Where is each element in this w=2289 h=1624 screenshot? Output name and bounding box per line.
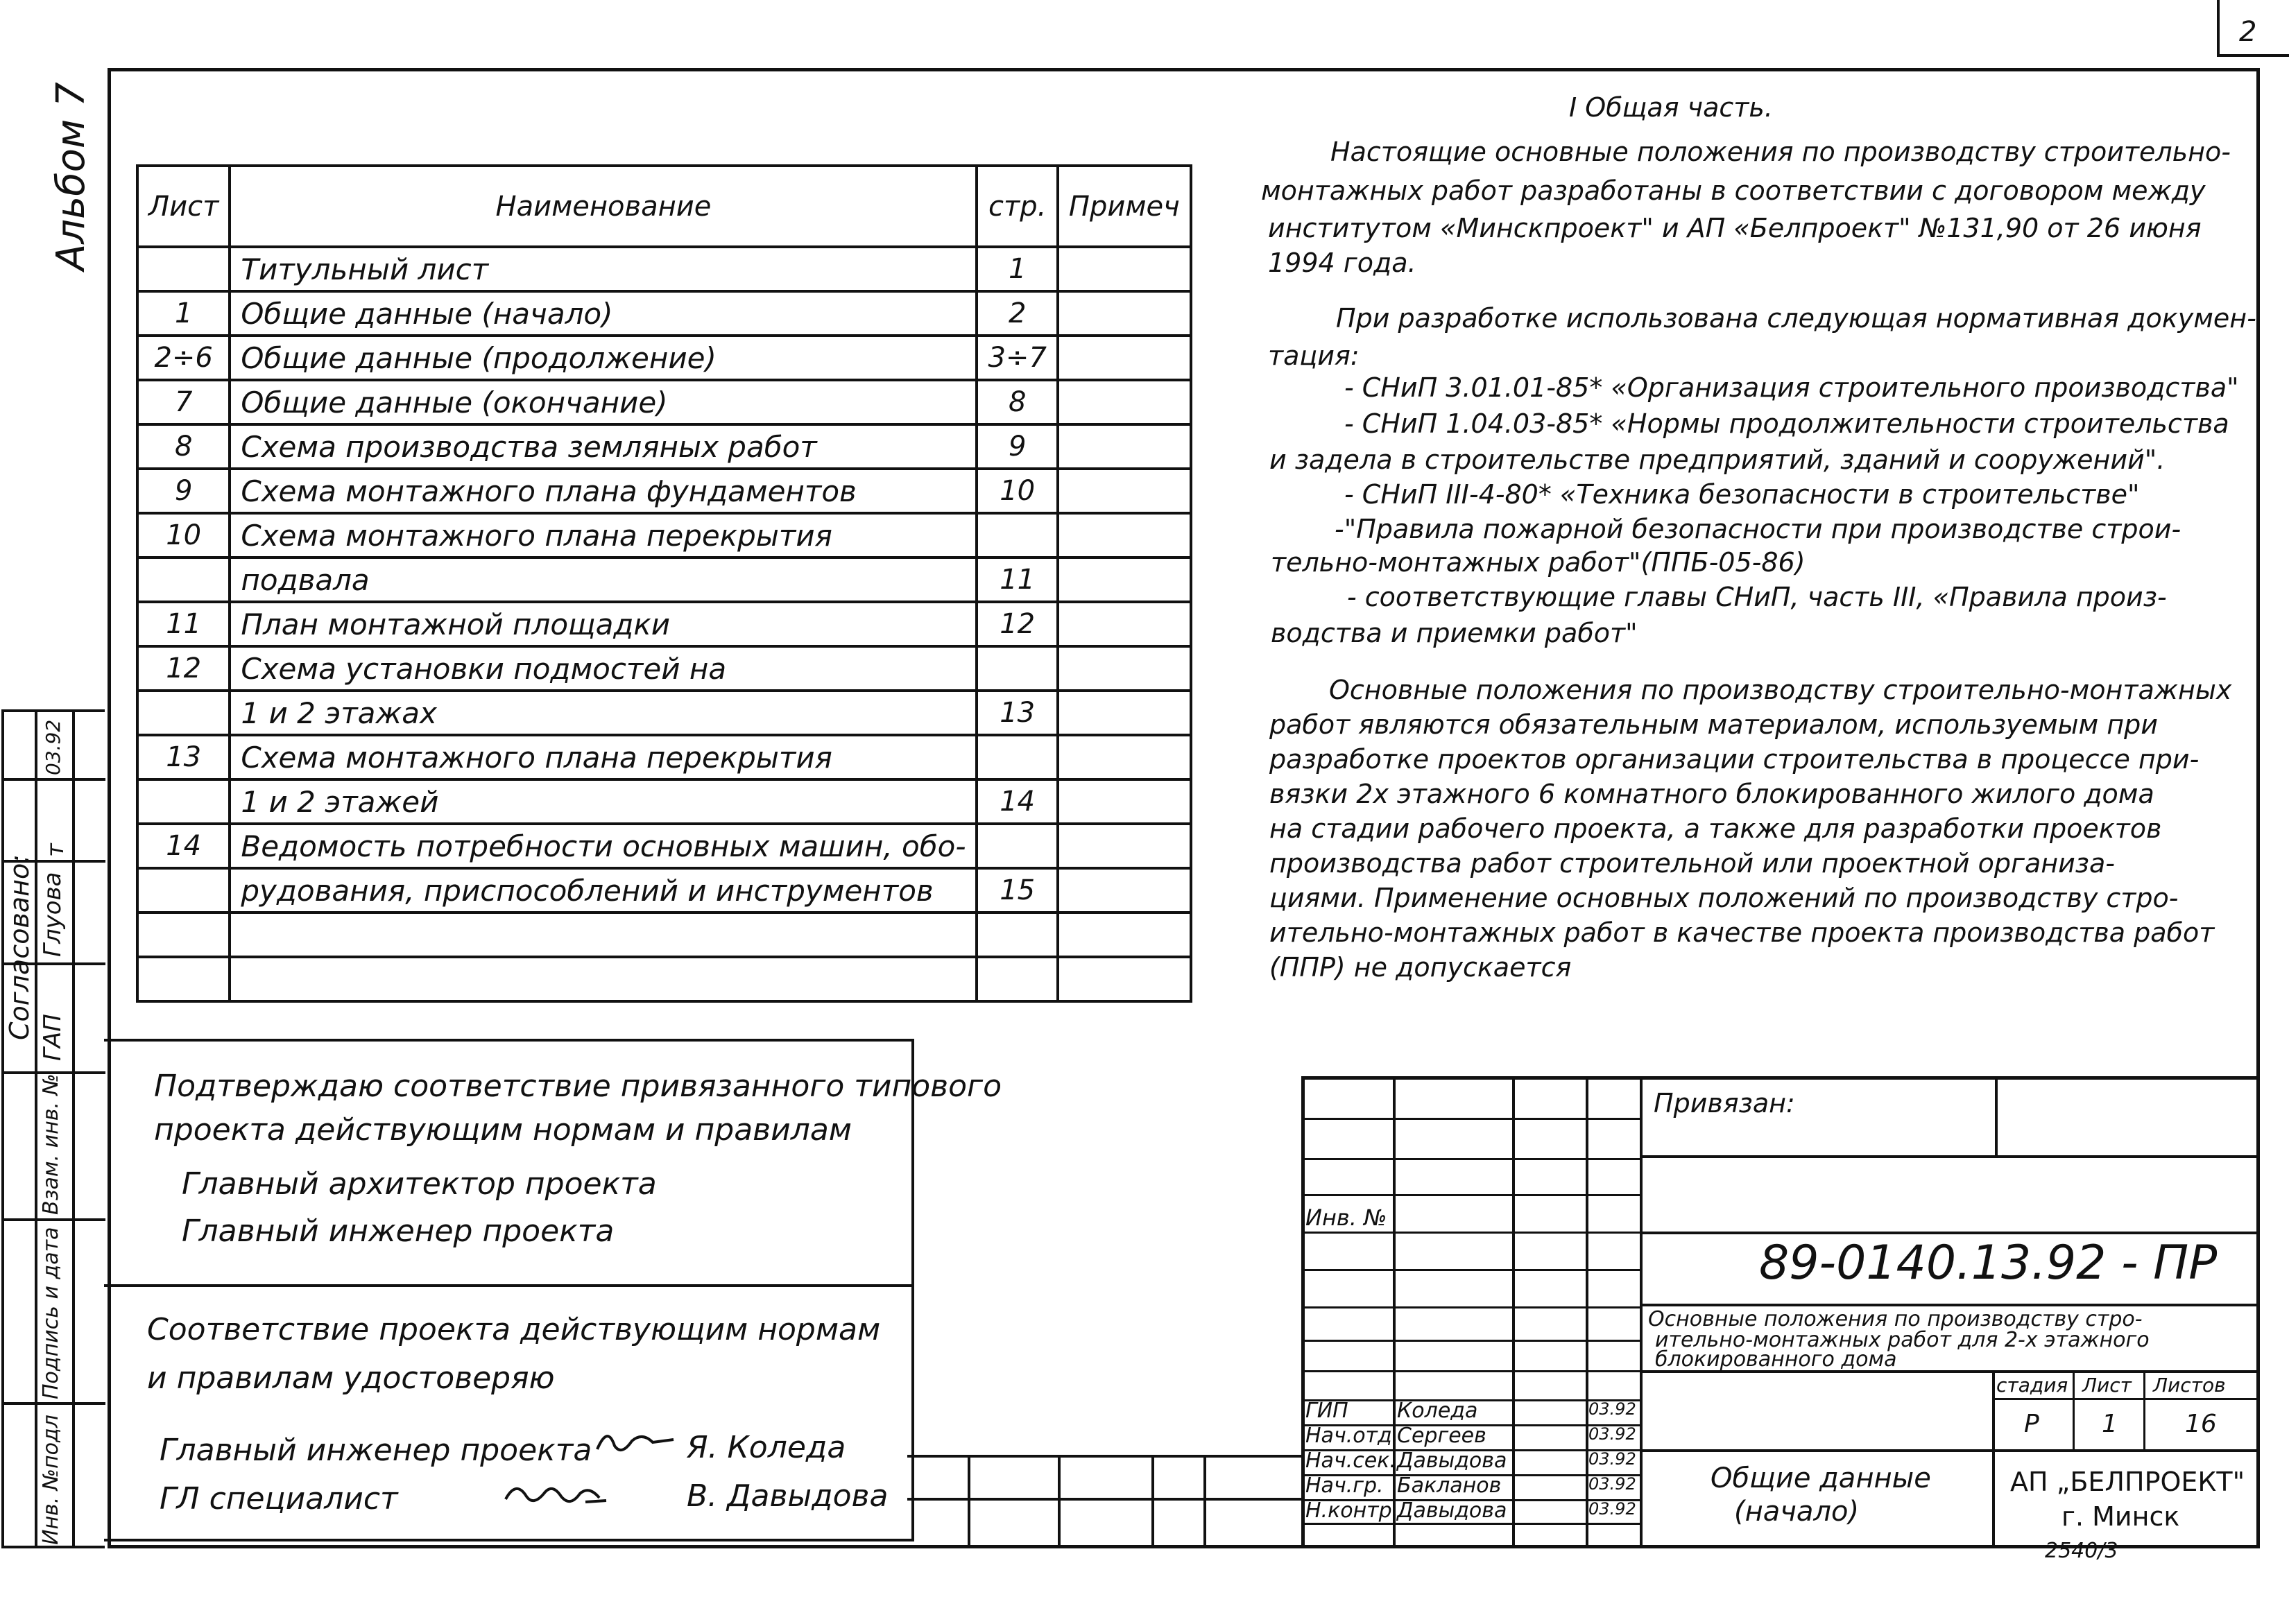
main-line: на стадии рабочего проекта, а также для разработки проектов xyxy=(1269,813,2162,844)
sheet-header: Лист xyxy=(2082,1374,2132,1397)
header-note: Примеч xyxy=(1058,166,1191,247)
tb-line xyxy=(1512,1076,1515,1548)
tb-line xyxy=(1301,1118,1641,1120)
section-title: I Общая часть. xyxy=(1569,92,1773,123)
contents-row xyxy=(137,602,1191,646)
contents-name: Схема производства земляных работ xyxy=(230,424,977,469)
normative-line: и задела в строительстве предприятий, зданий и сооружений". xyxy=(1269,444,2166,475)
signature-davydova xyxy=(502,1473,613,1514)
signature-name: Давыдова xyxy=(1397,1498,1507,1523)
contents-note xyxy=(1058,779,1191,824)
contents-note xyxy=(1058,380,1191,424)
contents-note xyxy=(1058,913,1191,957)
contents-note xyxy=(1058,513,1191,558)
tb-line xyxy=(1301,1232,1641,1234)
contents-page: 13 xyxy=(977,691,1057,735)
contents-note xyxy=(1058,558,1191,602)
contents-name: Схема монтажного плана фундаментов xyxy=(230,469,977,513)
contents-sheet: 8 xyxy=(137,424,230,469)
stage-value: Р xyxy=(2024,1410,2039,1438)
confirm-line: проекта действующим нормам и правилам xyxy=(154,1112,852,1148)
main-line: производства работ строительной или проектной организа- xyxy=(1269,848,2115,879)
contents-row xyxy=(137,735,1191,779)
document-title-line: блокированного дома xyxy=(1655,1347,1897,1372)
normative-line: тельно-монтажных работ"(ППБ-05-86) xyxy=(1271,547,1806,578)
contents-note xyxy=(1058,957,1191,1001)
tb-line xyxy=(1641,1304,2260,1306)
tb-line xyxy=(1393,1076,1396,1548)
contents-sheet: 10 xyxy=(137,513,230,558)
header-name: Наименование xyxy=(230,166,977,247)
contents-page xyxy=(977,824,1057,868)
sheets-value: 16 xyxy=(2185,1410,2217,1438)
contents-row xyxy=(137,558,1191,602)
tb-inv-label: Инв. № xyxy=(1305,1204,1387,1231)
tb-line xyxy=(1992,1370,1995,1548)
header-sheet: Лист xyxy=(137,166,230,247)
tb-line xyxy=(2143,1370,2145,1449)
contents-row xyxy=(137,868,1191,913)
certify-name: Я. Коледа xyxy=(687,1430,846,1465)
tb-line xyxy=(1301,1340,1641,1342)
stamp-gap: ГАП xyxy=(39,1014,67,1061)
signature-role: Н.контр. xyxy=(1305,1498,1399,1523)
contents-page: 2 xyxy=(977,291,1057,336)
signature-date: 03.92 xyxy=(1588,1424,1636,1444)
contents-name xyxy=(230,913,977,957)
contents-note xyxy=(1058,247,1191,291)
contents-name: Общие данные (начало) xyxy=(230,291,977,336)
main-line: Основные положения по производству строительно-монтажных xyxy=(1329,675,2232,705)
contents-sheet xyxy=(137,779,230,824)
sheet-number: 2 xyxy=(2239,16,2257,48)
contents-note xyxy=(1058,602,1191,646)
contents-row xyxy=(137,957,1191,1001)
contents-sheet xyxy=(137,868,230,913)
contents-page xyxy=(977,646,1057,691)
approval-divider xyxy=(104,1284,914,1287)
contents-row xyxy=(137,691,1191,735)
tb-line xyxy=(1301,1158,1641,1160)
stamp-r-label: т xyxy=(42,843,69,857)
contents-page: 15 xyxy=(977,868,1057,913)
contents-sheet: 12 xyxy=(137,646,230,691)
contents-page: 9 xyxy=(977,424,1057,469)
contents-name: рудования, приспособлений и инструментов xyxy=(230,868,977,913)
organization-city: г. Минск xyxy=(2061,1501,2180,1532)
signature-name: Коледа xyxy=(1397,1399,1478,1423)
contents-sheet: 13 xyxy=(137,735,230,779)
sheet-name-line: Общие данные xyxy=(1711,1462,1931,1494)
tb-line xyxy=(1995,1076,1998,1157)
contents-row xyxy=(137,424,1191,469)
contents-note xyxy=(1058,735,1191,779)
sheet-name-line: (начало) xyxy=(1734,1496,1860,1528)
contents-page: 14 xyxy=(977,779,1057,824)
tb-line xyxy=(1641,1155,2260,1158)
signature-koleda xyxy=(594,1422,677,1463)
contents-row xyxy=(137,513,1191,558)
sheets-header: Листов xyxy=(2153,1374,2226,1397)
contents-name: 1 и 2 этажей xyxy=(230,779,977,824)
contents-name xyxy=(230,957,977,1001)
contents-name: Титульный лист xyxy=(230,247,977,291)
tb-line xyxy=(1640,1076,1643,1548)
signature-name: Сергеев xyxy=(1397,1424,1486,1448)
stamp-inv-orig: Инв. №подл xyxy=(39,1415,63,1545)
contents-page: 1 xyxy=(977,247,1057,291)
contents-row xyxy=(137,646,1191,691)
contents-name: Общие данные (продолжение) xyxy=(230,336,977,380)
tb-line xyxy=(1301,1194,1641,1196)
contents-sheet: 11 xyxy=(137,602,230,646)
bottom-note: 2540/3 xyxy=(2045,1539,2118,1563)
contents-sheet: 1 xyxy=(137,291,230,336)
stamp-gap-name: Глуова xyxy=(39,872,67,957)
contents-page: 10 xyxy=(977,469,1057,513)
contents-note xyxy=(1058,469,1191,513)
tb-line xyxy=(1301,1370,1641,1372)
contents-page xyxy=(977,957,1057,1001)
contents-row xyxy=(137,779,1191,824)
normatives-intro-line: При разработке использована следующая нормативная докумен- xyxy=(1336,303,2256,334)
contents-name: Схема монтажного плана перекрытия xyxy=(230,735,977,779)
signature-name: Бакланов xyxy=(1397,1474,1502,1498)
tb-line xyxy=(1641,1449,2260,1452)
contents-row xyxy=(137,291,1191,336)
signature-date: 03.92 xyxy=(1588,1474,1636,1494)
stamp-agreed: Согласовано: xyxy=(4,854,35,1040)
contents-sheet: 9 xyxy=(137,469,230,513)
intro-line: институтом «Минскпроект" и АП «Белпроект" №131,90 от 26 июня xyxy=(1268,213,2202,243)
certify-name: В. Давыдова xyxy=(687,1478,889,1514)
contents-sheet: 7 xyxy=(137,380,230,424)
main-line: вязки 2х этажного 6 комнатного блокированного жилого дома xyxy=(1269,779,2154,809)
contents-sheet xyxy=(137,913,230,957)
contents-page xyxy=(977,513,1057,558)
normative-line: водства и приемки работ" xyxy=(1271,618,1638,648)
normatives-intro-line: тация: xyxy=(1268,340,1360,371)
main-line: ительно-монтажных работ в качестве проекта производства работ xyxy=(1269,917,2215,948)
sheet-number-box-left xyxy=(2217,0,2220,55)
contents-row xyxy=(137,380,1191,424)
signature-role: Нач.сек. xyxy=(1305,1449,1396,1473)
document-title-line: Основные положения по производству стро- xyxy=(1648,1307,2143,1331)
intro-line: Настоящие основные положения по производству строительно- xyxy=(1330,137,2231,167)
contents-name: Общие данные (окончание) xyxy=(230,380,977,424)
tb-line xyxy=(1641,1232,2260,1234)
sheet-number-box-bottom xyxy=(2217,54,2289,57)
organization-name: АП „БЕЛПРОЕКТ" xyxy=(2010,1467,2245,1497)
contents-note xyxy=(1058,691,1191,735)
contents-sheet xyxy=(137,691,230,735)
signature-role: Нач.гр. xyxy=(1305,1474,1384,1498)
contents-sheet xyxy=(137,247,230,291)
main-line: разработке проектов организации строительства в процессе при- xyxy=(1269,744,2200,775)
document-code: 89-0140.13.92 - ПР xyxy=(1759,1236,2218,1290)
contents-sheet: 2÷6 xyxy=(137,336,230,380)
contents-name: Схема монтажного плана перекрытия xyxy=(230,513,977,558)
sheet-value: 1 xyxy=(2102,1410,2118,1438)
signature-name: Давыдова xyxy=(1397,1449,1507,1473)
contents-page: 11 xyxy=(977,558,1057,602)
main-line: работ являются обязательным материалом, используемым при xyxy=(1269,709,2158,740)
contents-table xyxy=(136,164,1192,1003)
tb-line xyxy=(2073,1370,2075,1449)
stage-header: стадия xyxy=(1996,1374,2068,1397)
contents-page: 3÷7 xyxy=(977,336,1057,380)
contents-name: Схема установки подмостей на xyxy=(230,646,977,691)
contents-note xyxy=(1058,868,1191,913)
confirm-line: Подтверждаю соответствие привязанного типового xyxy=(154,1069,1002,1104)
contents-sheet: 14 xyxy=(137,824,230,868)
contents-row xyxy=(137,336,1191,380)
tb-line xyxy=(1992,1398,2260,1400)
contents-page: 8 xyxy=(977,380,1057,424)
certify-line: и правилам удостоверяю xyxy=(147,1360,555,1396)
signature-date: 03.92 xyxy=(1588,1499,1636,1519)
contents-row xyxy=(137,913,1191,957)
contents-note xyxy=(1058,336,1191,380)
contents-sheet xyxy=(137,957,230,1001)
confirm-role: Главный инженер проекта xyxy=(182,1213,615,1249)
confirm-role: Главный архитектор проекта xyxy=(182,1166,657,1202)
contents-page xyxy=(977,735,1057,779)
header-page: стр. xyxy=(977,166,1057,247)
contents-note xyxy=(1058,424,1191,469)
signature-date: 03.92 xyxy=(1588,1449,1636,1469)
stamp-sign-date: Подпись и дата xyxy=(39,1227,63,1399)
contents-row xyxy=(137,824,1191,868)
album-label: Альбом 7 xyxy=(49,82,94,270)
stamp-gap-date: 03.92 xyxy=(42,719,65,775)
tb-line xyxy=(1301,1523,1641,1525)
stamp-inv-replace: Взам. инв. № xyxy=(39,1073,63,1215)
contents-header-row xyxy=(137,166,1191,247)
contents-name: План монтажной площадки xyxy=(230,602,977,646)
tb-line xyxy=(1301,1306,1641,1308)
main-line: циями. Применение основных положений по производству стро- xyxy=(1269,883,2179,913)
tb-line xyxy=(1301,1269,1641,1271)
bound-label: Привязан: xyxy=(1654,1088,1795,1118)
signature-role: Нач.отд. xyxy=(1305,1424,1399,1448)
contents-note xyxy=(1058,646,1191,691)
contents-note xyxy=(1058,824,1191,868)
contents-name: 1 и 2 этажах xyxy=(230,691,977,735)
contents-name: Ведомость потребности основных машин, обо- xyxy=(230,824,977,868)
certify-line: Соответствие проекта действующим нормам xyxy=(147,1312,881,1347)
normative-line: - СНиП 1.04.03-85* «Нормы продолжительности строительства xyxy=(1344,408,2229,439)
normative-line: - соответствующие главы СНиП, часть III, «Правила произ- xyxy=(1347,582,2167,612)
normative-line: -"Правила пожарной безопасности при производстве строи- xyxy=(1335,514,2181,544)
certify-role: Главный инженер проекта xyxy=(160,1433,592,1468)
document-title-line: ительно-монтажных работ для 2-х этажного xyxy=(1655,1328,2150,1352)
certify-role: ГЛ специалист xyxy=(160,1481,398,1517)
intro-line: монтажных работ разработаны в соответствии с договором между xyxy=(1261,175,2206,206)
contents-sheet xyxy=(137,558,230,602)
intro-line: 1994 года. xyxy=(1268,248,1416,278)
signature-date: 03.92 xyxy=(1588,1399,1636,1419)
normative-line: - СНиП 3.01.01-85* «Организация строительного производства" xyxy=(1344,372,2239,403)
contents-row xyxy=(137,247,1191,291)
normative-line: - СНиП III-4-80* «Техника безопасности в строительстве" xyxy=(1344,479,2140,510)
main-line: (ППР) не допускается xyxy=(1269,952,1572,983)
signature-role: ГИП xyxy=(1305,1399,1348,1423)
contents-page xyxy=(977,913,1057,957)
contents-page: 12 xyxy=(977,602,1057,646)
contents-note xyxy=(1058,291,1191,336)
contents-row xyxy=(137,469,1191,513)
contents-name: подвала xyxy=(230,558,977,602)
